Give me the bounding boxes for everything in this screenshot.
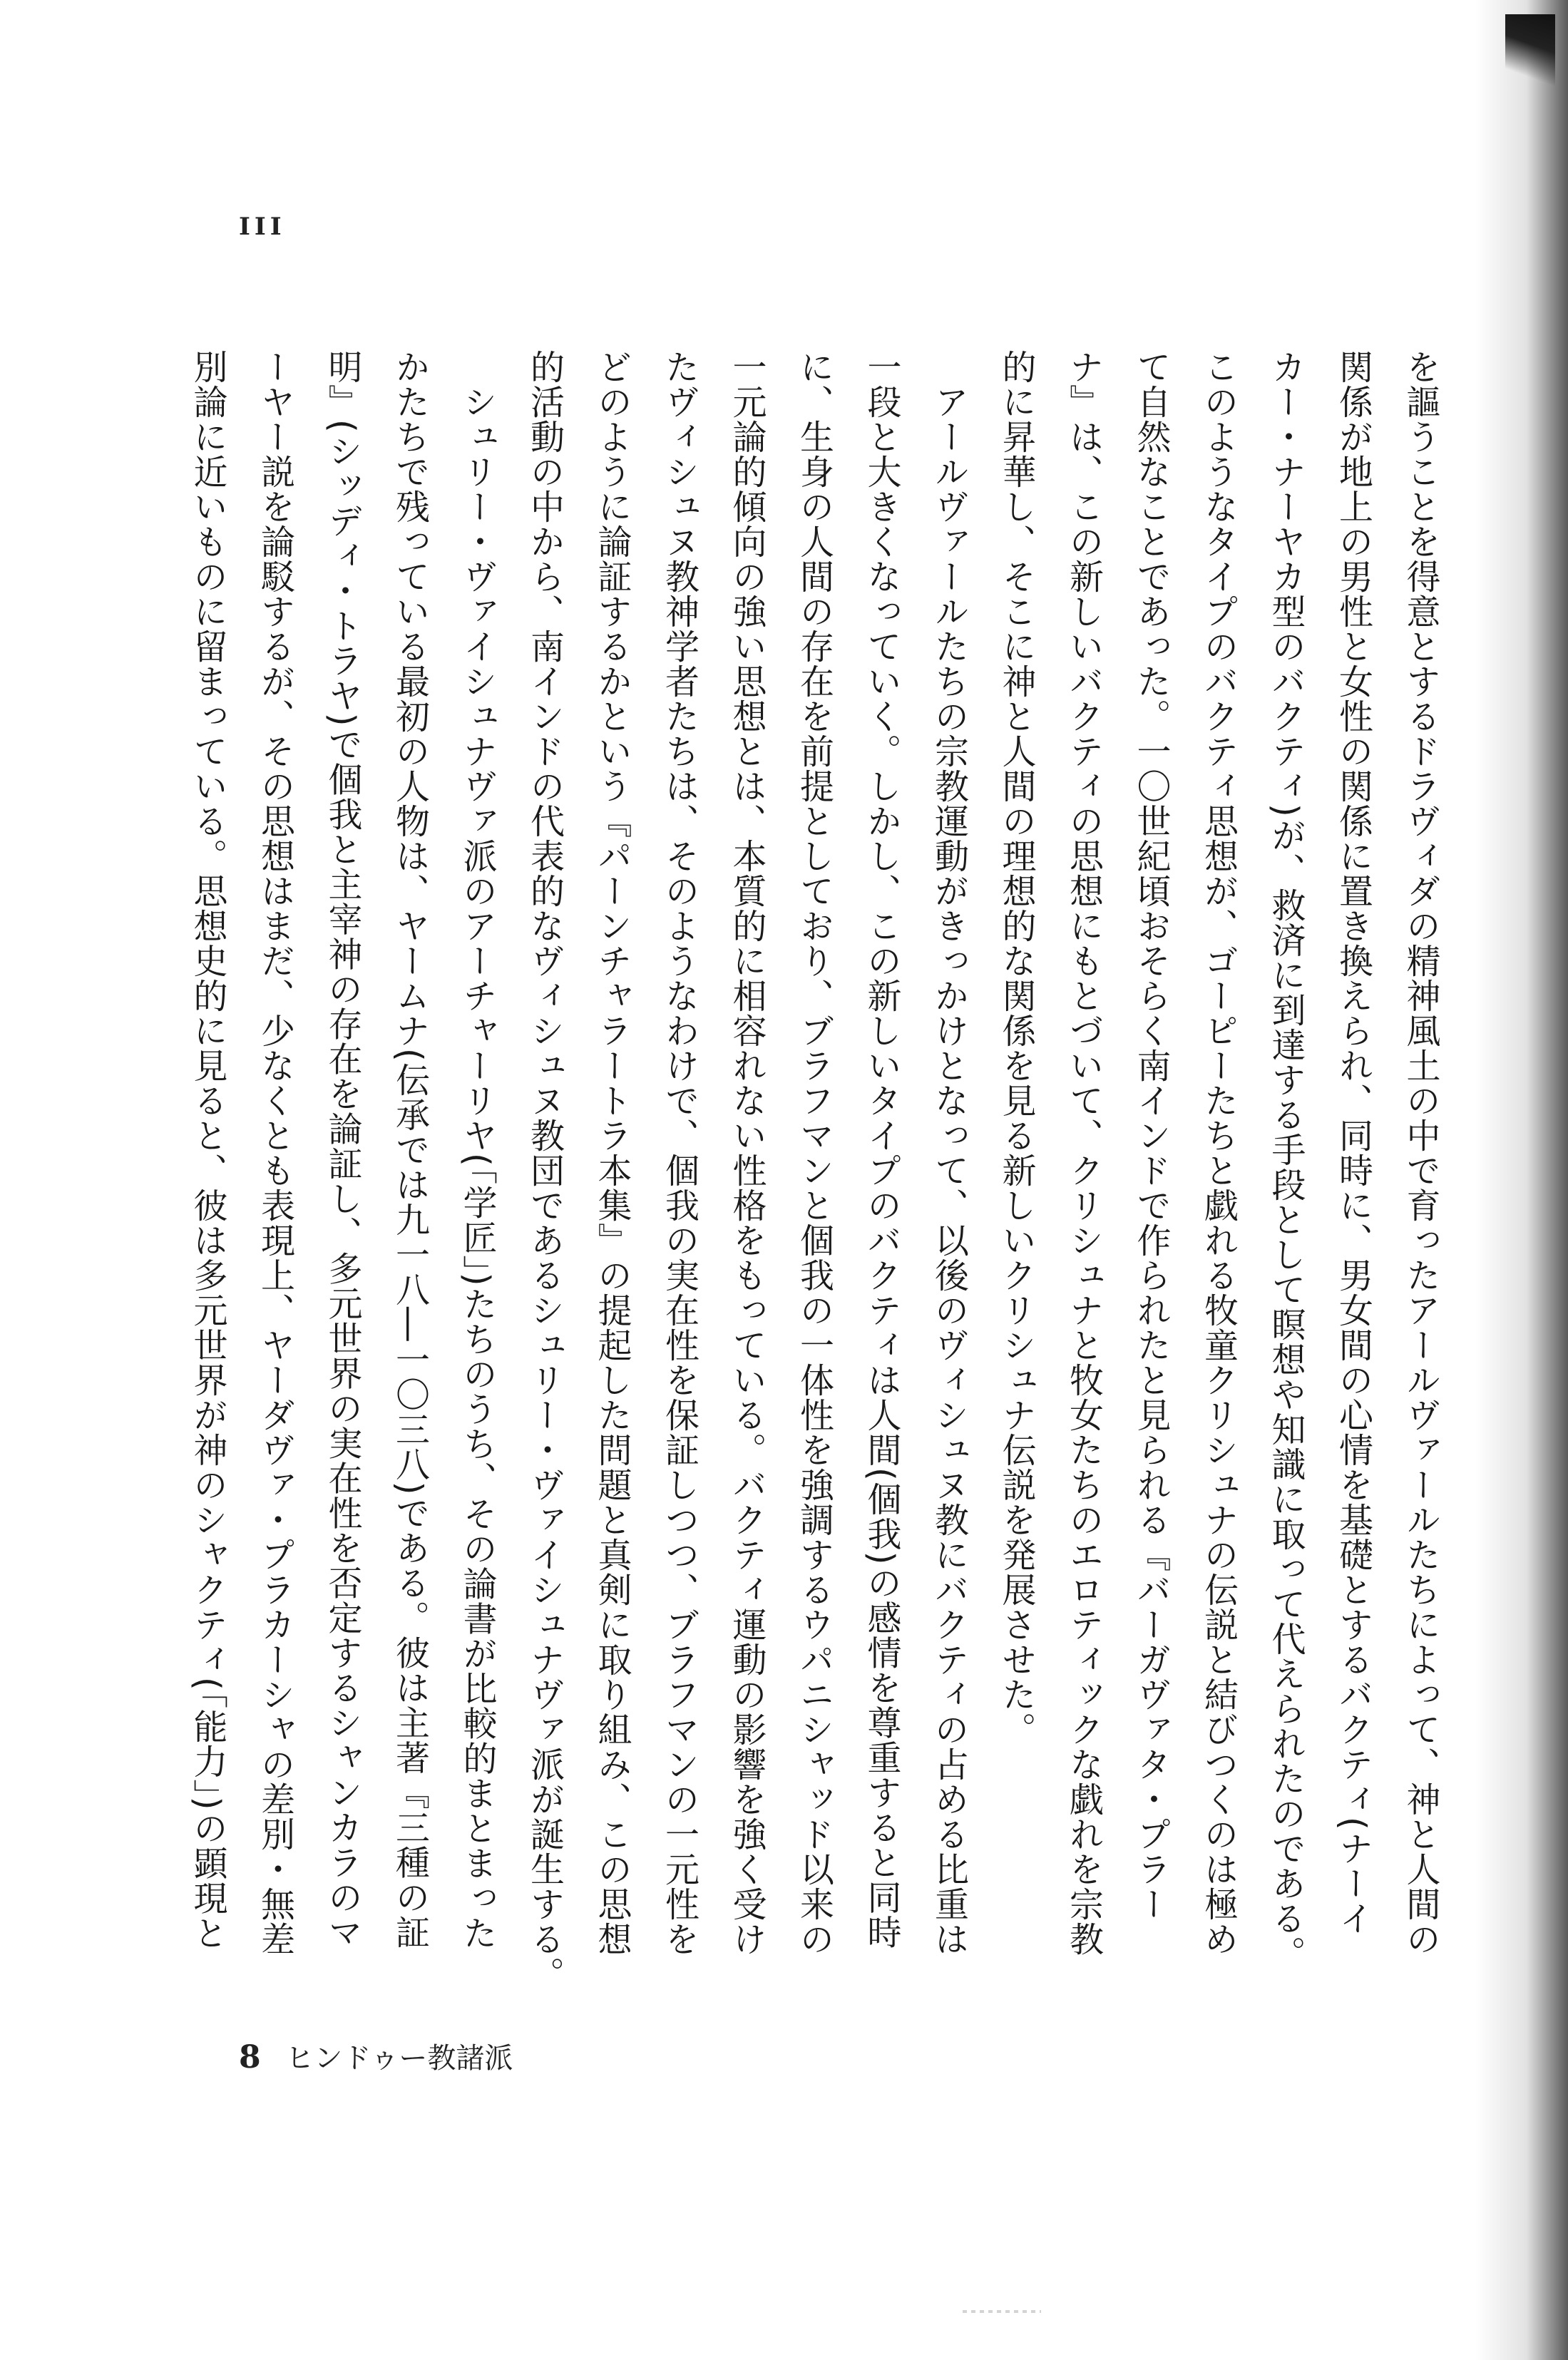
page-edge-shadow [1475,0,1568,2360]
text-line: ナ』は、この新しいバクティの思想にもとづいて、クリシュナと牧女たちのエロティックな戯れを宗教 [1063,349,1104,1956]
scan-artifact [963,2310,1041,2313]
text-line: アールヴァールたちの宗教運動がきっかけとなって、以後のヴィシュヌ教にバクティの占める比重は [928,349,969,1956]
text-line: かたちで残っている最初の人物は、ヤームナ(伝承では九一八―一〇三八)である。彼は主著『三種の証 [389,349,430,1950]
text-line: たヴィシュヌ教神学者たちは、そのようなわけで、個我の実在性を保証しつつ、ブラフマンの一元性を [659,349,700,1956]
text-line: 一元論的傾向の強い思想とは、本質的に相容れない性格をもっている。バクティ運動の影響を強く受け [727,349,767,1956]
text-line: 別論に近いものに留まっている。思想史的に見ると、彼は多元世界が神のシャクティ(「能力」)の顕現と [188,349,227,1951]
text-line: カー・ナーヤカ型のバクティ)が、救済に到達する手段として瞑想や知識に取って代えられたのである。 [1266,349,1306,1971]
text-line: このようなタイプのバクティ思想が、ゴーピーたちと戯れる牧童クリシュナの伝説と結びつくのは極め [1198,349,1239,1956]
page-number: 8 [239,2039,261,2076]
scan-corner-mark [1505,14,1555,93]
running-title: ヒンドゥー教諸派 [285,2042,513,2075]
vertical-text-body [99,349,1454,2004]
text-line: 一段と大きくなっていく。しかし、この新しいタイプのバクティは人間(個我)の感情を尊重すると同時 [861,349,901,1950]
text-line: を謳うことを得意とするドラヴィダの精神風土の中で育ったアールヴァールたちによって、神と人間の [1400,349,1440,1956]
page-footer [239,2036,513,2076]
text-line: 関係が地上の男性と女性の関係に置き換えられ、同時に、男女間の心情を基礎とするバクティ(ナーイ [1333,349,1373,1936]
text-line: どのように論証するかという『パーンチャラートラ本集』の提起した問題と真剣に取り組み、この思想 [592,349,632,1956]
text-line: 的に昇華し、そこに神と人間の理想的な関係を見る新しいクリシュナ伝説を発展させた。 [996,349,1036,1747]
section-number: III [239,212,286,241]
text-line: ーヤー説を論駁するが、その思想はまだ、少なくとも表現上、ヤーダヴァ・プラカーシャの差別・無差 [255,349,295,1956]
text-line: て自然なことであった。一〇世紀頃おそらく南インドで作られたと見られる『バーガヴァタ・プラー [1131,349,1171,1922]
text-line: シュリー・ヴァイシュナヴァ派のアーチャーリヤ(「学匠」)たちのうち、その論書が比較的まとまった [457,349,497,1951]
text-line: に、生身の人間の存在を前提としており、ブラフマンと個我の一体性を強調するウパニシャッド以来の [794,349,834,1956]
text-line: 的活動の中から、南インドの代表的なヴィシュヌ教団であるシュリー・ヴァイシュナヴァ派が誕生する。 [524,349,565,1991]
text-line: 明』(シッディ・トラヤ)で個我と主宰神の存在を論証し、多元世界の実在性を否定するシャンカラのマ [322,349,362,1950]
